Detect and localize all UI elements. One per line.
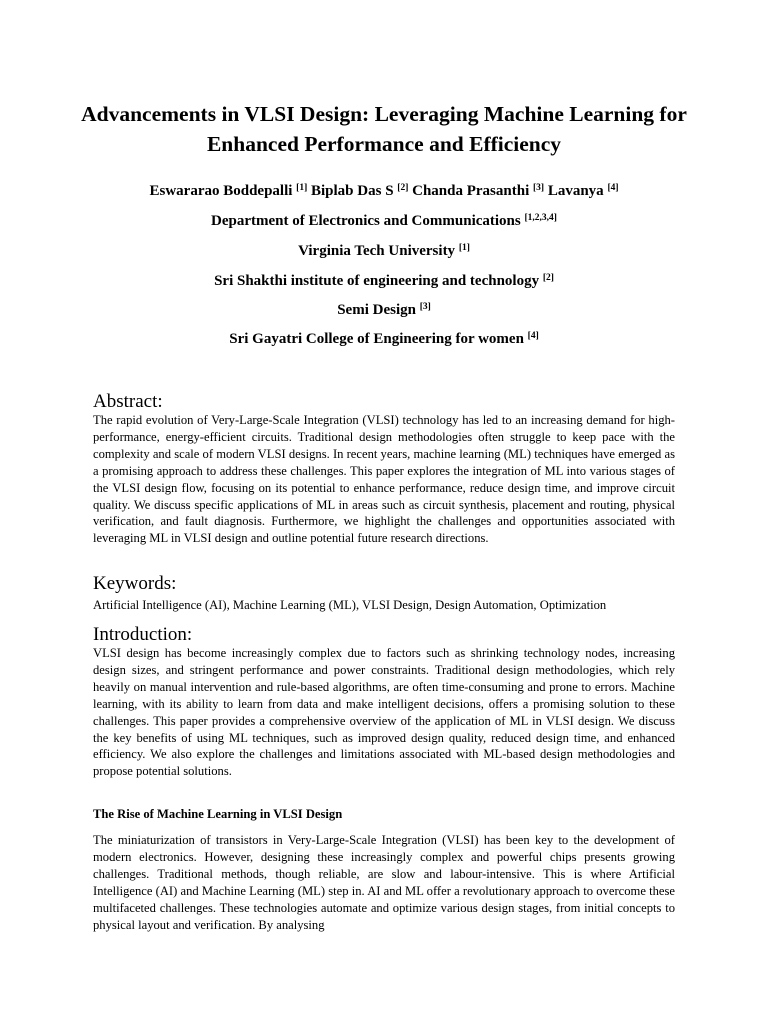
introduction-heading: Introduction: — [93, 624, 193, 645]
abstract-text: The rapid evolution of Very-Large-Scale Integration (VLSI) technology has led to an increasing demand for high-performance, energy-efficient circuits. Traditional design methodologies often struggle to keep pace with the complexity and scale of modern VLSI designs. In recent years, machine learning (ML) techniques have emerged as a promising approach to address these challenges. This paper explores the integration of ML into various stages of the VLSI design flow, focusing on its potential to enhance performance, reduce design time, and improve circuit quality. We discuss specific applications of ML in areas such as circuit synthesis, placement and routing, physical verification, and fault diagnosis. Furthermore, we highlight the challenges and opportunities associated with leveraging ML in VLSI design and outline potential future research directions. — [93, 413, 675, 546]
author-superscript: [4] — [607, 183, 619, 193]
author-superscript: [3] — [533, 183, 545, 193]
affiliation-line — [60, 241, 708, 261]
introduction-text: VLSI design has become increasingly complex due to factors such as shrinking technology nodes, increasing design sizes, and stringent performance and power constraints. Traditional design methodologies, which rely heavily on manual intervention and rule-based algorithms, are often time-consuming and prone to errors. Machine learning, with its ability to learn from data and make intelligent decisions, offers a promising solution to these challenges. This paper provides a comprehensive overview of the application of ML in VLSI design. We discuss the key benefits of using ML techniques, such as improved design quality, reduced design time, and enhanced efficiency. We also explore the challenges and limitations associated with ML-based design methodologies and propose potential solutions. — [93, 646, 675, 779]
author-name: Eswararao Boddepalli — [149, 183, 293, 199]
author-superscript: [1] — [296, 183, 308, 193]
affiliation-line — [60, 300, 708, 320]
affiliation-name: Sri Shakthi institute of engineering and technology — [214, 273, 540, 289]
affiliation-name: Semi Design — [337, 302, 416, 318]
author-list — [60, 181, 708, 201]
affiliation-name: Virginia Tech University — [298, 243, 456, 259]
abstract-heading: Abstract: — [93, 391, 163, 412]
author-name: Chanda Prasanthi — [412, 183, 530, 199]
affiliation-superscript: [1] — [458, 243, 470, 253]
affiliation-line — [60, 211, 708, 231]
affiliation-name: Department of Electronics and Communications — [211, 213, 521, 229]
paper-title: Advancements in VLSI Design: Leveraging Machine Learning for Enhanced Performance and Efficiency — [81, 102, 687, 156]
affiliation-line — [60, 329, 708, 349]
affiliation-superscript: [4] — [527, 331, 539, 341]
section-text: The miniaturization of transistors in Very-Large-Scale Integration (VLSI) has been key to the development of modern electronics. However, designing these increasingly complex and powerful chips presents growing challenges. Traditional methods, though reliable, are slow and labour-intensive. This is where Artificial Intelligence (AI) and Machine Learning (ML) step in. AI and ML offer a revolutionary approach to overcome these multifaceted challenges. These technologies automate and optimize various design stages, from initial concepts to physical layout and verification. By analysing — [93, 833, 675, 932]
affiliation-line — [60, 271, 708, 291]
affiliation-superscript: [1,2,3,4] — [524, 213, 557, 223]
author-name: Lavanya — [547, 183, 604, 199]
affiliation-superscript: [3] — [419, 302, 431, 312]
keywords-heading: Keywords: — [93, 573, 177, 594]
affiliation-superscript: [2] — [542, 273, 554, 283]
affiliation-name: Sri Gayatri College of Engineering for women — [229, 331, 524, 347]
author-superscript: [2] — [397, 183, 409, 193]
keywords-text: Artificial Intelligence (AI), Machine Learning (ML), VLSI Design, Design Automation, Optimization — [93, 598, 607, 612]
author-name: Biplab Das S — [311, 183, 394, 199]
section-subheading: The Rise of Machine Learning in VLSI Design — [93, 807, 343, 821]
